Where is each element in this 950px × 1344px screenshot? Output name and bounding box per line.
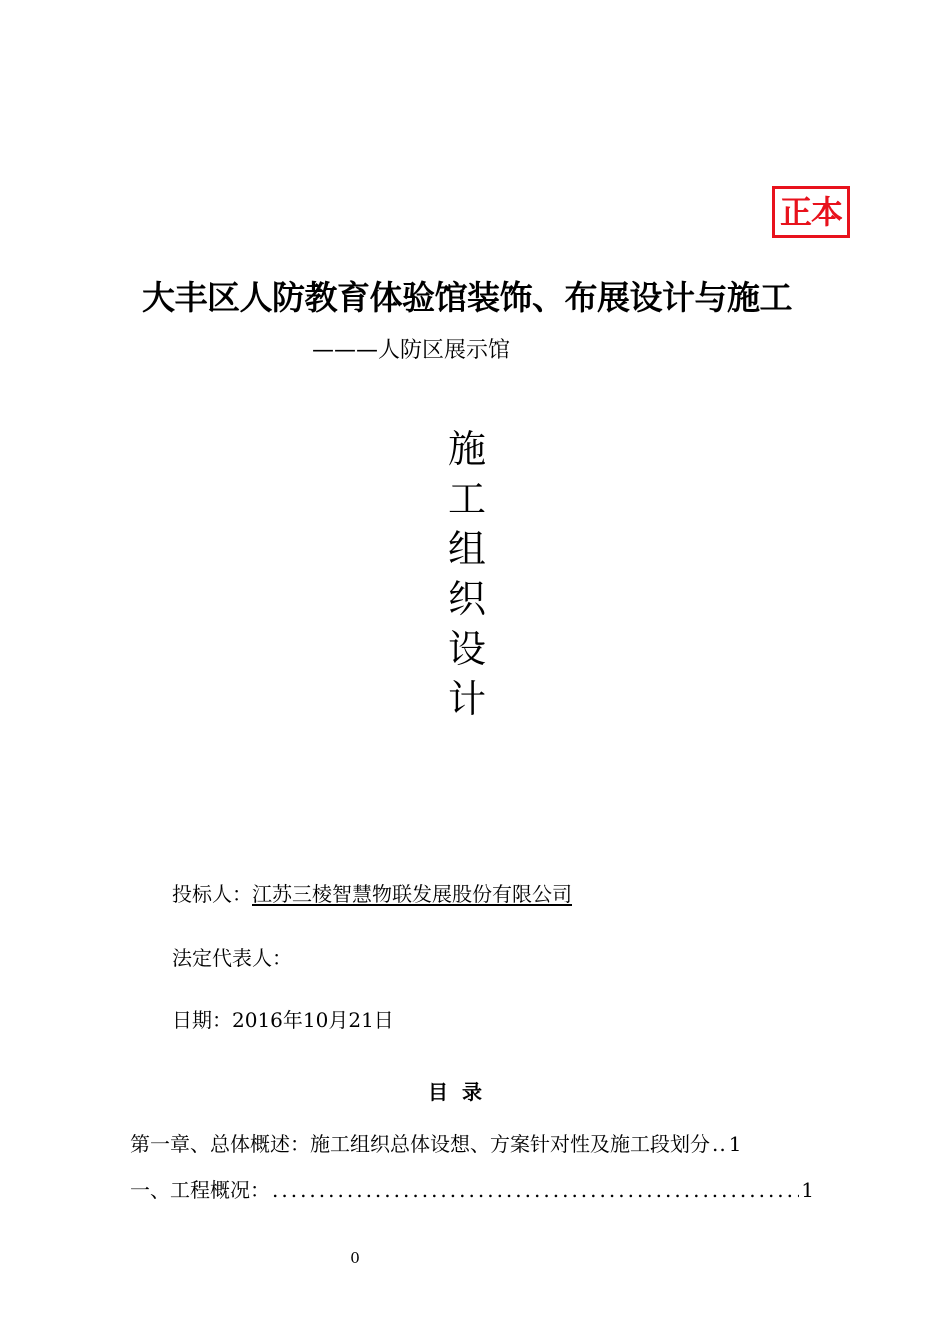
vertical-title-char: 设 — [447, 627, 486, 671]
table-of-contents-heading: 目 录 — [428, 1080, 482, 1104]
document-subtitle: ———人防区展示馆 — [312, 338, 511, 363]
vertical-title-char: 组 — [447, 527, 486, 571]
toc-entry-page: 1 — [801, 1178, 814, 1202]
legal-representative-line — [172, 944, 292, 972]
toc-entry-page: 1 — [728, 1132, 742, 1156]
bidder-name: 江苏三棱智慧物联发展股份有限公司 — [252, 882, 572, 906]
toc-leader-dots — [712, 1130, 727, 1158]
page-number: 0 — [350, 1249, 360, 1267]
date-line — [172, 1006, 394, 1034]
original-copy-stamp: 正本 — [772, 186, 850, 238]
toc-entry-text: 第一章、总体概述：施工组织总体设想、方案针对性及施工段划分 — [130, 1132, 710, 1156]
vertical-title-char: 织 — [447, 577, 486, 621]
toc-entry[interactable] — [130, 1176, 814, 1204]
toc-entry[interactable] — [130, 1130, 814, 1158]
construction-plan-vertical-title — [444, 424, 490, 724]
legal-representative-label: 法定代表人： — [172, 946, 292, 970]
date-label: 日期： — [172, 1008, 232, 1032]
bidder-label: 投标人： — [172, 882, 252, 906]
toc-leader-dots — [272, 1176, 799, 1204]
date-value: 2016年10月21日 — [232, 1008, 394, 1032]
vertical-title-char: 工 — [447, 477, 486, 521]
toc-entry-text: 一、工程概况： — [130, 1178, 270, 1202]
vertical-title-char: 施 — [447, 427, 486, 471]
vertical-title-char: 计 — [447, 677, 486, 721]
bidder-line — [172, 880, 572, 908]
document-title: 大丰区人防教育体验馆装饰、布展设计与施工 — [142, 278, 792, 317]
